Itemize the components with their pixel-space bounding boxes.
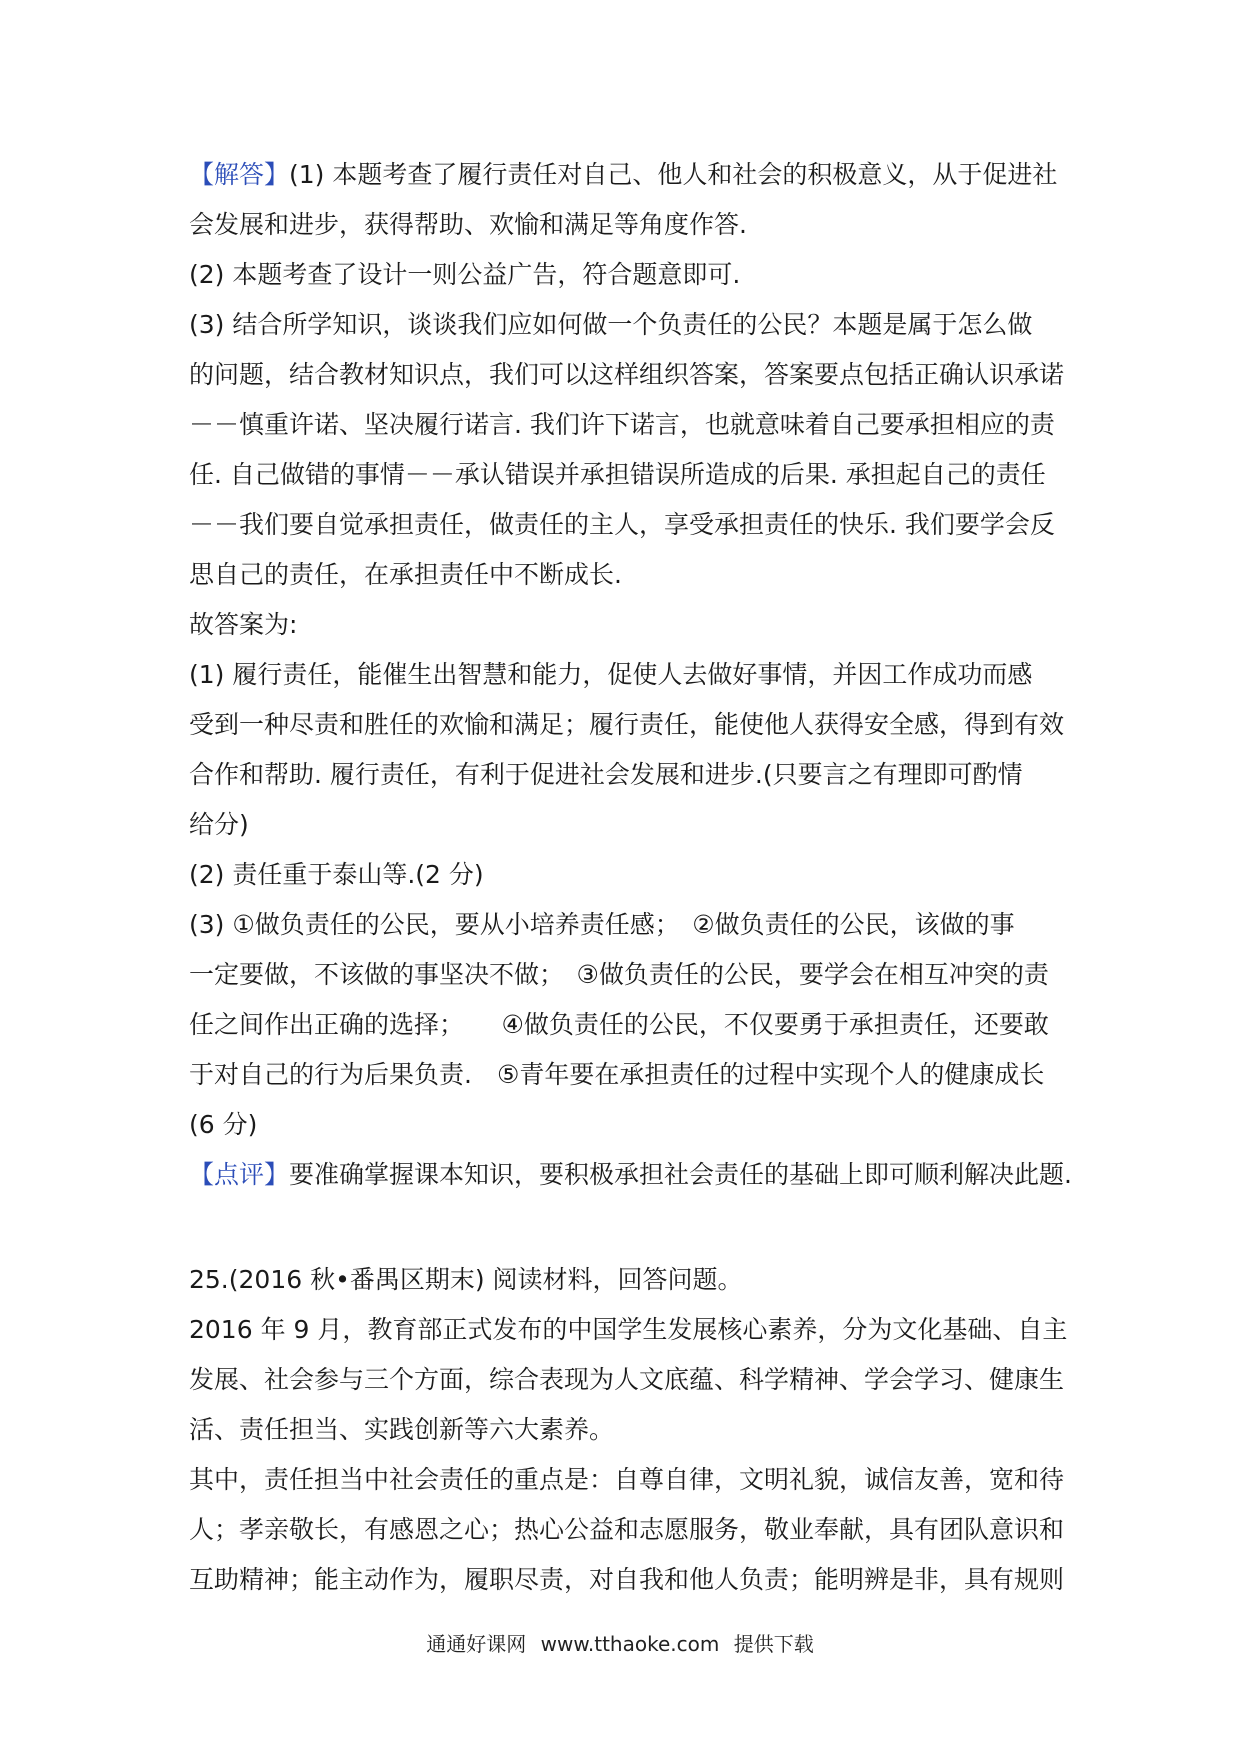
page-footer	[0, 1628, 1240, 1657]
question-line: 其中，责任担当中社会责任的重点是：自尊自律，文明礼貌，诚信友善，宽和待	[189, 1465, 1065, 1494]
answer-line: 受到一种尽责和胜任的欢愉和满足；履行责任，能使他人获得安全感，得到有效	[189, 710, 1065, 739]
question-line: 发展、社会参与三个方面，综合表现为人文底蕴、科学精神、学会学习、健康生	[189, 1365, 1065, 1394]
answer-line: －－我们要自觉承担责任，做责任的主人，享受承担责任的快乐. 我们要学会反	[189, 510, 1055, 539]
answer-line: (2) 本题考查了设计一则公益广告，符合题意即可.	[189, 260, 741, 289]
comment-text: 要准确掌握课本知识，要积极承担社会责任的基础上即可顺利解决此题.	[289, 1160, 1072, 1189]
comment-label: 【点评】	[189, 1160, 290, 1189]
answer-line: 思自己的责任，在承担责任中不断成长.	[189, 560, 622, 589]
question-title: 25.(2016 秋•番禺区期末) 阅读材料，回答问题。	[189, 1265, 743, 1294]
answer-line: (3) 结合所学知识，谈谈我们应如何做一个负责任的公民？本题是属于怎么做	[189, 310, 1033, 339]
answer-line: 任. 自己做错的事情－－承认错误并承担错误所造成的后果. 承担起自己的责任	[189, 460, 1046, 489]
footer-suffix: 提供下载	[733, 1632, 814, 1656]
answer-line: 会发展和进步，获得帮助、欢愉和满足等角度作答.	[189, 210, 747, 239]
answer-line: 一定要做，不该做的事坚决不做； ③做负责任的公民，要学会在相互冲突的责	[189, 960, 1049, 989]
answer-line: (1) 履行责任，能催生出智慧和能力，促使人去做好事情，并因工作成功而感	[189, 660, 1033, 689]
comment-line	[189, 1150, 1072, 1200]
answer-line: －－慎重许诺、坚决履行诺言. 我们许下诺言，也就意味着自己要承担相应的责	[189, 410, 1055, 439]
question-line: 人；孝亲敬长，有感恩之心；热心公益和志愿服务，敬业奉献，具有团队意识和	[189, 1515, 1065, 1544]
answer-line: 故答案为:	[189, 610, 298, 639]
answer-line: 给分)	[189, 810, 249, 839]
answer-line: (6 分)	[189, 1110, 258, 1139]
footer-url[interactable]: www.tthaoke.com	[540, 1632, 720, 1656]
answer-line: (2) 责任重于泰山等.(2 分)	[189, 860, 484, 889]
answer-line: 的问题，结合教材知识点，我们可以这样组织答案，答案要点包括正确认识承诺	[189, 360, 1065, 389]
answer-line: 于对自己的行为后果负责. ⑤青年要在承担责任的过程中实现个人的健康成长	[189, 1060, 1045, 1089]
question-line: 互助精神；能主动作为，履职尽责，对自我和他人负责；能明辨是非，具有规则	[189, 1565, 1065, 1594]
question-line: 2016 年 9 月，教育部正式发布的中国学生发展核心素养，分为文化基础、自主	[189, 1315, 1068, 1344]
page-content	[189, 150, 1072, 1605]
answer-line: 合作和帮助. 履行责任，有利于促进社会发展和进步.(只要言之有理即可酌情	[189, 760, 1023, 789]
answer-line: (3) ①做负责任的公民，要从小培养责任感； ②做负责任的公民，该做的事	[189, 910, 1015, 939]
answer-label: 【解答】	[189, 160, 290, 189]
answer-line: 任之间作出正确的选择； ④做负责任的公民，不仅要勇于承担责任，还要敢	[189, 1010, 1049, 1039]
answer-line: 【解答】(1) 本题考查了履行责任对自己、他人和社会的积极意义，从于促进社	[189, 160, 1058, 189]
question-line: 活、责任担当、实践创新等六大素养。	[189, 1415, 615, 1444]
footer-site-name: 通通好课网	[426, 1632, 527, 1656]
